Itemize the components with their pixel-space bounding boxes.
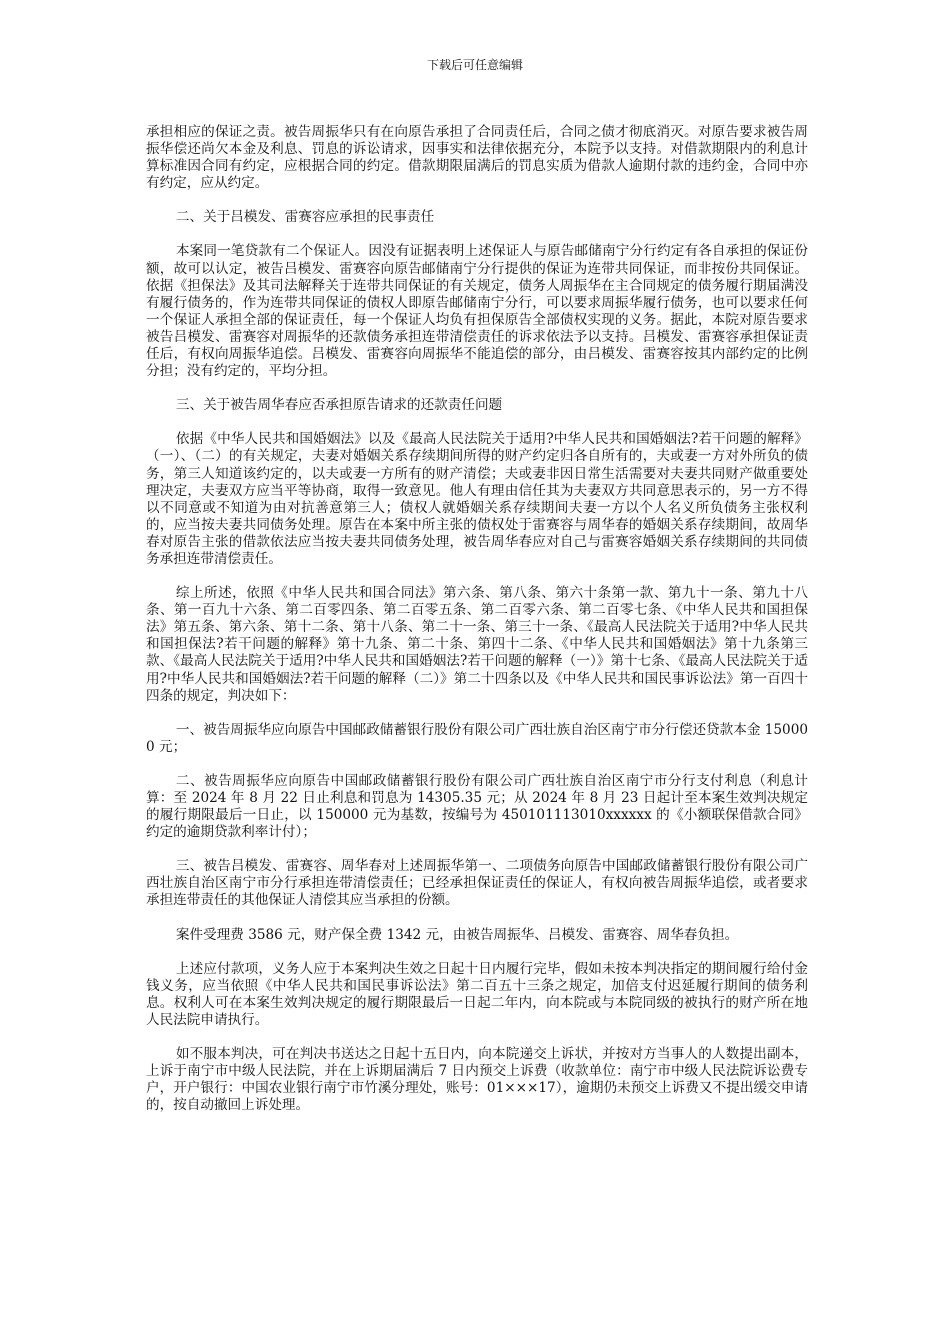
paragraph-appeal-notice: 如不服本判决，可在判决书送达之日起十五日内，向本院递交上诉状，并按对方当事人的人数提出副本，上诉于南宁市中级人民法院，并在上诉期届满后 7 日内预交上诉费（收款单位：南宁市中级人民法院诉讼费专户，开户银行：中国农业银行南宁市竹溪分理处，账号：01×××17），逾期仍未预交上诉费又不提出缓交申请的，按自动撤回上诉处理。 (146, 1046, 808, 1114)
paragraph-legal-basis: 综上所述，依照《中华人民共和国合同法》第六条、第八条、第六十条第一款、第九十一条、第九十八条、第一百九十六条、第二百零四条、第二百零五条、第二百零六条、第二百零七条、《中华人民共和国担保法》第五条、第六条、第十二条、第十八条、第二十一条、第三十一条、《最高人民法院关于适用?中华人民共和国担保法?若干问题的解释》第十九条、第二十条、第四十二条、《中华人民共和国婚姻法》第十九条第三款、《最高人民法院关于适用?中华人民共和国婚姻法?若干问题的解释（一）》第十七条、《最高人民法院关于适用?中华人民共和国婚姻法?若干问题的解释（二）》第二十四条以及《中华人民共和国民事诉讼法》第一百四十四条的规定，判决如下： (146, 585, 808, 704)
page-header: 下载后可任意编辑 (426, 58, 523, 72)
judgment-item-2: 二、被告周振华应向原告中国邮政储蓄银行股份有限公司广西壮族自治区南宁市分行支付利息（利息计算：至 2024 年 8 月 22 日止利息和罚息为 14305.35 元；从 2024 年 8 月 23 日起计至本案生效判决规定的履行期限最后一日止，以 150000 元为基数，按编号为 450101113010xxxxxx 的《小额联保借款合同》约定的逾期贷款利率计付）； (146, 772, 808, 841)
paragraph-joint-guarantee: 本案同一笔贷款有二个保证人。因没有证据表明上述保证人与原告邮储南宁分行约定有各自承担的保证份额，故可以认定，被告吕模发、雷赛容向原告邮储南宁分行提供的保证为连带共同保证，而非按份共同保证。依据《担保法》及其司法解释关于连带共同保证的有关规定，债务人周振华在主合同规定的债务履行期届满没有履行债务的，作为连带共同保证的债权人即原告邮储南宁分行，可以要求周振华履行债务，也可以要求任何一个保证人承担全部的保证责任，每一个保证人均负有担保原告全部债权实现的义务。据此，本院对原告要求被告吕模发、雷赛容对周振华的还款债务承担连带清偿责任的诉求依法予以支持。吕模发、雷赛容承担保证责任后，有权向周振华追偿。吕模发、雷赛容向周振华不能追偿的部分，由吕模发、雷赛容按其内部约定的比例分担；没有约定的，平均分担。 (146, 243, 808, 380)
document-body (146, 124, 808, 1131)
paragraph-continuation: 承担相应的保证之责。被告周振华只有在向原告承担了合同责任后，合同之债才彻底消灭。对原告要求被告周振华偿还尚欠本金及利息、罚息的诉讼请求，因事实和法律依据充分，本院予以支持。对借款期限内的利息计算标准因合同有约定，应根据合同的约定。借款期限届满后的罚息实质为借款人逾期付款的违约金，合同中亦有约定，应从约定。 (146, 124, 808, 192)
section-heading-spouse-liability: 三、关于被告周华春应否承担原告请求的还款责任问题 (175, 397, 503, 414)
judgment-item-3: 三、被告吕模发、雷赛容、周华春对上述周振华第一、二项债务向原告中国邮政储蓄银行股份有限公司广西壮族自治区南宁市分行承担连带清偿责任；已经承担保证责任的保证人，有权向被告周振华追偿，或者要求承担连带责任的其他保证人清偿其应当承担的份额。 (146, 858, 808, 909)
paragraph-marriage-law: 依据《中华人民共和国婚姻法》以及《最高人民法院关于适用?中华人民共和国婚姻法?若干问题的解释》（一）、（二）的有关规定，夫妻对婚姻关系存续期间所得的财产约定归各自所有的，夫或妻一方对外所负的债务，第三人知道该约定的，以夫或妻一方所有的财产清偿；夫或妻非因日常生活需要对夫妻共同财产做重要处理决定，夫妻双方应当平等协商，取得一致意见。他人有理由信任其为夫妻双方共同意思表示的，另一方不得以不同意或不知道为由对抗善意第三人；债权人就婚姻关系存续期间夫妻一方以个人名义所负债务主张权利的，应当按夫妻共同债务处理。原告在本案中所主张的债权处于雷赛容与周华春的婚姻关系存续期间，故周华春对原告主张的借款依法应当按夫妻共同债务处理，被告周华春应对自己与雷赛容婚姻关系存续期间的共同债务承担连带清偿责任。 (146, 431, 808, 567)
paragraph-performance-deadline: 上述应付款项，义务人应于本案判决生效之日起十日内履行完毕，假如未按本判决指定的期间履行给付金钱义务，应当依照《中华人民共和国民事诉讼法》第二百五十三条之规定，加倍支付迟延履行期间的债务利息。权利人可在本案生效判决规定的履行期限最后一日起二年内，向本院或与本院同级的被执行的财产所在地人民法院申请执行。 (146, 960, 808, 1028)
section-heading-guarantor-liability: 二、关于吕模发、雷赛容应承担的民事责任 (175, 209, 435, 226)
paragraph-court-fees: 案件受理费 3586 元，财产保全费 1342 元，由被告周振华、吕模发、雷赛容、周华春负担。 (175, 926, 739, 943)
judgment-item-1: 一、被告周振华应向原告中国邮政储蓄银行股份有限公司广西壮族自治区南宁市分行偿还贷款本金 150000 元； (146, 721, 808, 755)
